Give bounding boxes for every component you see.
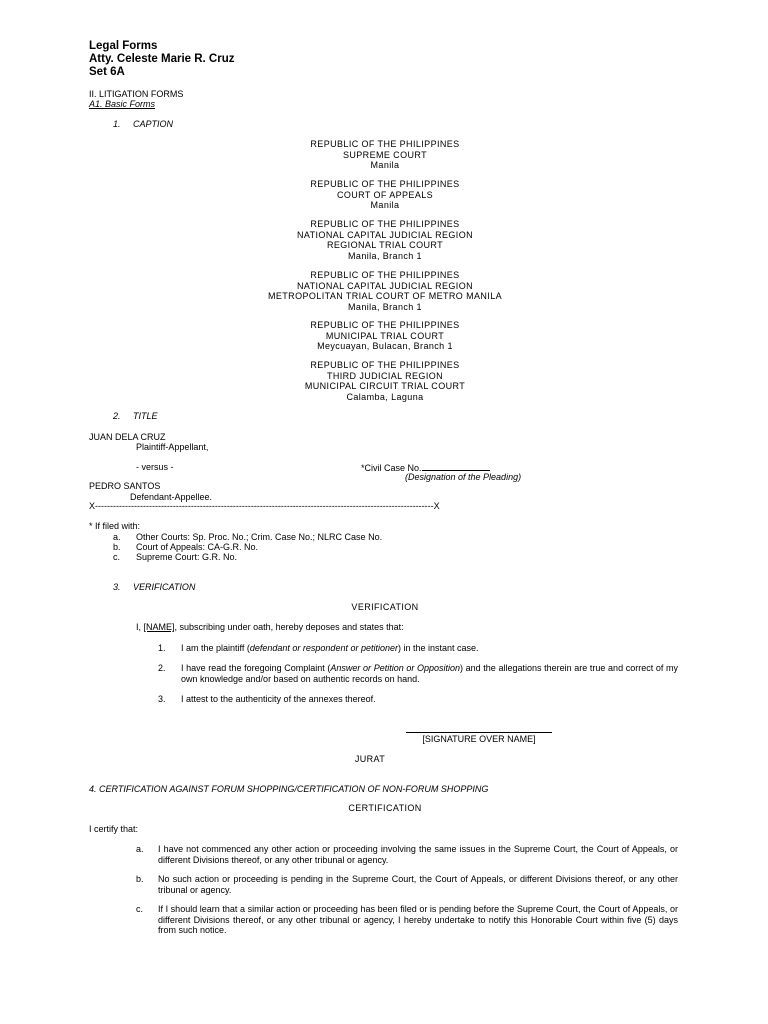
caption-line: REPUBLIC OF THE PHILIPPINES xyxy=(310,139,460,149)
verification-num-1: 1. xyxy=(158,643,166,653)
certification-item-c: If I should learn that a similar action or proceeding has been filed or is pending before the Supreme Court, the Court of Appeals, or different Divisions thereof, or any other tribunal or agency, I hereby undertake to notify this Honorable Court within five (5) days from such notice. xyxy=(158,904,678,936)
signature-label: [SIGNATURE OVER NAME] xyxy=(422,734,536,744)
certification-heading: 4. CERTIFICATION AGAINST FORUM SHOPPING/CERTIFICATION OF NON-FORUM SHOPPING xyxy=(89,784,489,794)
jurat-label: JURAT xyxy=(354,754,386,764)
caption-line: REPUBLIC OF THE PHILIPPINES xyxy=(310,360,460,370)
certification-letter-b: b. xyxy=(136,874,144,884)
header-title: Legal Forms xyxy=(89,40,158,52)
section-title: II. LITIGATION FORMS xyxy=(89,89,184,99)
footnote-letter-c: c. xyxy=(113,552,121,562)
affiant-name-placeholder: [NAME] xyxy=(143,622,175,632)
caption-block-appeals xyxy=(200,179,570,211)
caption-line: REPUBLIC OF THE PHILIPPINES xyxy=(310,320,460,330)
caption-line: Manila xyxy=(370,160,400,171)
plaintiff-role: Plaintiff-Appellant, xyxy=(136,442,209,452)
verification-title: VERIFICATION xyxy=(351,602,419,612)
caption-line: SUPREME COURT xyxy=(342,149,428,160)
footnote-item-a: Other Courts: Sp. Proc. No.; Crim. Case No.; NLRC Case No. xyxy=(136,532,383,542)
verification-num-2: 2. xyxy=(158,663,166,673)
header-set: Set 6A xyxy=(89,66,125,78)
caption-block-rtc xyxy=(200,219,570,261)
certification-letter-c: c. xyxy=(136,904,144,914)
caption-line: MUNICIPAL TRIAL COURT xyxy=(325,330,445,341)
caption-line: REPUBLIC OF THE PHILIPPINES xyxy=(310,179,460,189)
verification-intro xyxy=(136,622,404,633)
footnote-letter-b: b. xyxy=(113,542,121,552)
certification-letter-a: a. xyxy=(136,844,144,854)
text-segment: ) in the instant case. xyxy=(397,643,479,653)
caption-line: REGIONAL TRIAL COURT xyxy=(326,240,444,251)
verification-num-3: 3. xyxy=(158,694,166,704)
section-subtitle: A1. Basic Forms xyxy=(89,99,156,109)
certification-title: CERTIFICATION xyxy=(348,803,422,813)
certification-item-b: No such action or proceeding is pending in the Supreme Court, the Court of Appeals, or different Divisions thereof, or any other tribunal or agency. xyxy=(158,874,678,895)
text-segment: ) and the allegations therein are true and correct of my own knowledge and/or based on authentic records on hand. xyxy=(181,663,678,684)
text-segment-italic: Answer or Petition or Opposition xyxy=(330,663,461,673)
footnote-item-c: Supreme Court: G.R. No. xyxy=(136,552,238,562)
caption-line: NATIONAL CAPITAL JUDICIAL REGION xyxy=(297,229,473,240)
caption-line: METROPOLITAN TRIAL COURT OF METRO MANILA xyxy=(267,291,503,302)
verification-item-3: I attest to the authenticity of the annexes thereof. xyxy=(181,694,376,704)
caption-line: Meycuayan, Bulacan, Branch 1 xyxy=(317,341,453,352)
caption-block-mtc xyxy=(200,320,570,352)
versus-label: - versus - xyxy=(136,462,174,472)
defendant-name: PEDRO SANTOS xyxy=(89,481,161,491)
caption-line: THIRD JUDICIAL REGION xyxy=(326,370,444,381)
caption-line: REPUBLIC OF THE PHILIPPINES xyxy=(310,219,460,229)
case-number-label: *Civil Case No. xyxy=(361,463,422,473)
pleading-designation: (Designation of the Pleading) xyxy=(405,472,522,482)
certification-intro: I certify that: xyxy=(89,824,139,834)
caption-block-mctc xyxy=(200,360,570,402)
caption-line: NATIONAL CAPITAL JUDICIAL REGION xyxy=(297,280,473,291)
footnote-letter-a: a. xyxy=(113,532,121,542)
caption-line: Calamba, Laguna xyxy=(346,391,424,402)
caption-line: REPUBLIC OF THE PHILIPPINES xyxy=(310,270,460,280)
title-heading: 2. TITLE xyxy=(113,411,158,421)
text-segment-italic: defendant or respondent or petitioner xyxy=(249,643,398,653)
header-author: Atty. Celeste Marie R. Cruz xyxy=(89,53,235,65)
caption-line: Manila, Branch 1 xyxy=(348,250,422,261)
case-number-blank xyxy=(422,462,490,471)
footnote-label: * If filed with: xyxy=(89,521,141,531)
defendant-role: Defendant-Appellee. xyxy=(130,492,213,502)
caption-heading: 1. CAPTION xyxy=(113,119,174,129)
verification-item-1 xyxy=(181,643,479,654)
caption-line: COURT OF APPEALS xyxy=(336,189,434,200)
verification-heading: 3. VERIFICATION xyxy=(113,582,196,592)
verification-item-2 xyxy=(181,663,678,684)
caption-line: Manila xyxy=(370,200,400,211)
footnote-item-b: Court of Appeals: CA-G.R. No. xyxy=(136,542,259,552)
caption-block-mtc-metro xyxy=(200,270,570,312)
caption-line: MUNICIPAL CIRCUIT TRIAL COURT xyxy=(304,381,466,392)
certification-item-a: I have not commenced any other action or proceeding involving the same issues in the Supreme Court, the Court of Appeals, or different Divisions thereof, or any other tribunal or agency. xyxy=(158,844,678,865)
caption-line: Manila, Branch 1 xyxy=(348,301,422,312)
verification-intro-prefix: I, xyxy=(136,622,144,632)
text-segment: I have read the foregoing Complaint ( xyxy=(181,663,331,673)
document-header xyxy=(89,40,235,79)
verification-intro-suffix: , subscribing under oath, hereby deposes and states that: xyxy=(174,622,404,632)
signature-line xyxy=(406,732,552,733)
title-separator: X-----------------------------------------------------------------------------------------------------------------X xyxy=(89,501,440,511)
caption-block-supreme xyxy=(200,139,570,171)
plaintiff-name: JUAN DELA CRUZ xyxy=(89,432,166,442)
text-segment: I am the plaintiff ( xyxy=(181,643,250,653)
